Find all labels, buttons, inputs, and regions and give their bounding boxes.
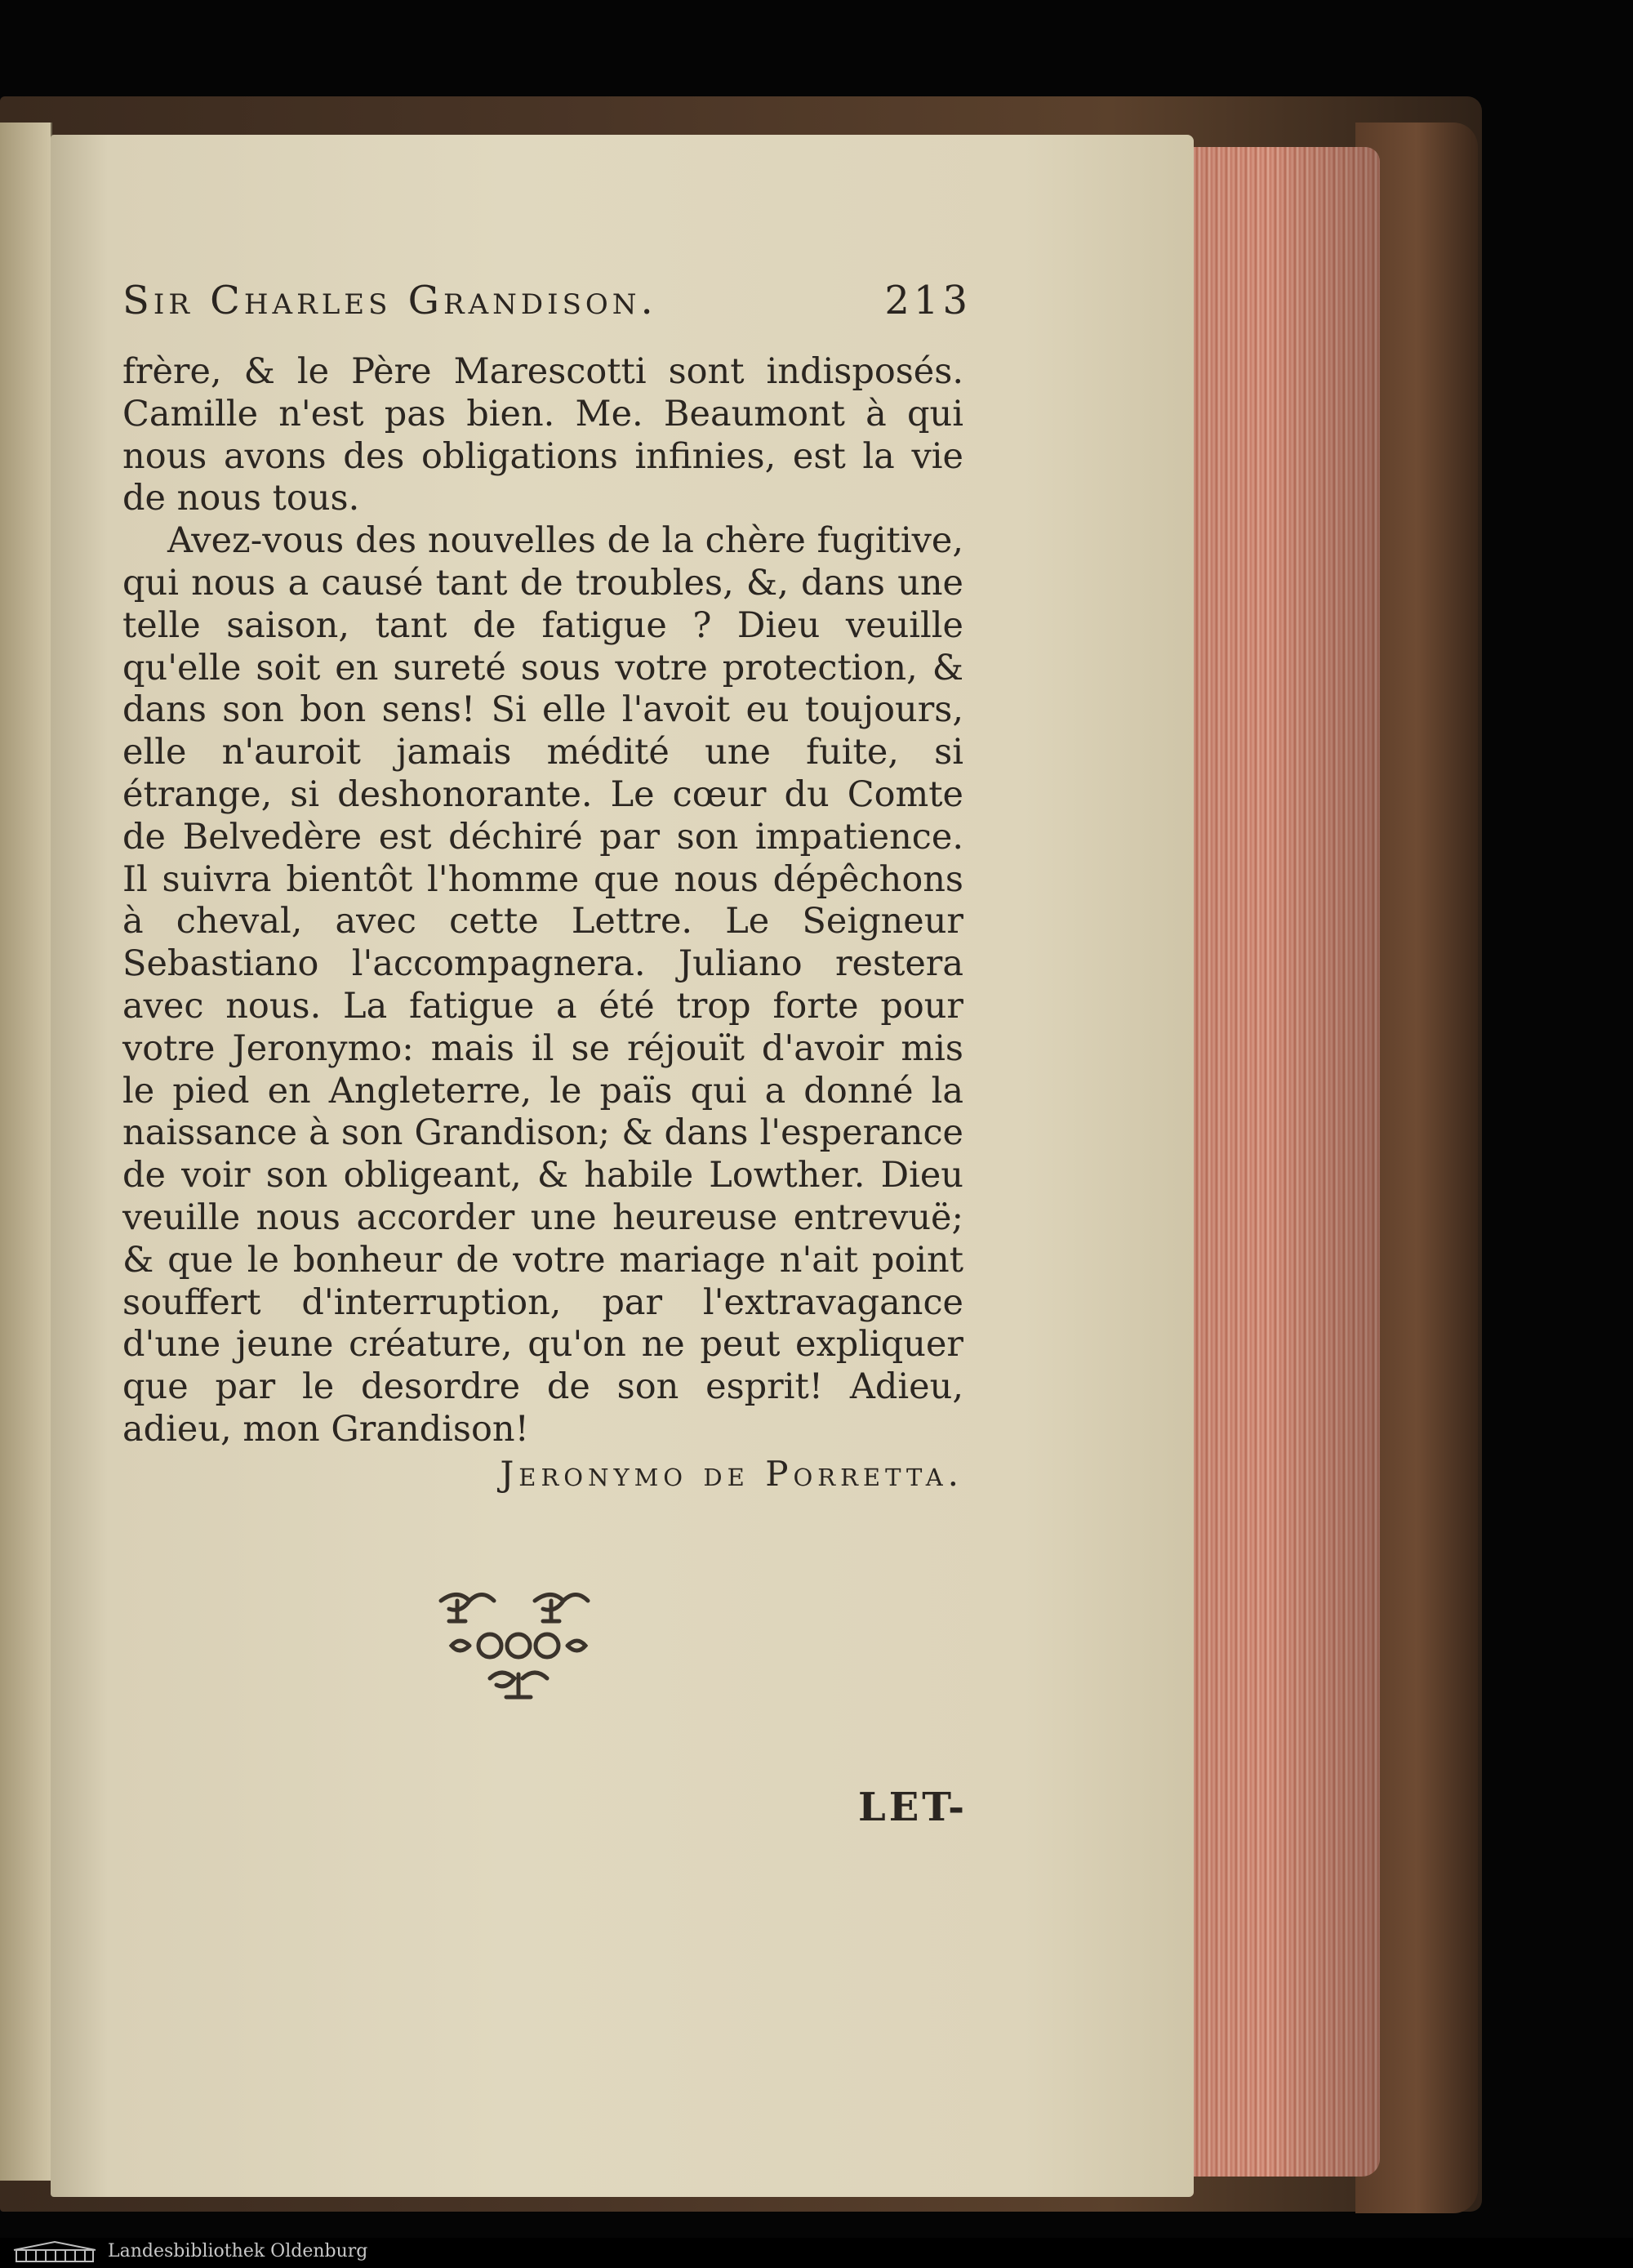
page-block-edges [1192, 147, 1380, 2177]
letter-signature: Jeronymo de Porretta. [500, 1454, 963, 1494]
facing-page-edge [0, 123, 52, 2181]
library-building-icon [10, 2240, 100, 2268]
paragraph-continuation: frère, & le Père Marescotti sont indisposés. Camille n'est pas bien. Me. Beaumont à qui nous avons des obligations infinies, est la vie de nous tous. [122, 351, 963, 519]
page-number: 213 [884, 278, 972, 323]
catchword: LET- [857, 1785, 968, 1830]
body-text [122, 351, 963, 1451]
running-head [122, 278, 972, 323]
running-head-title: Sir Charles Grandison. [122, 278, 657, 323]
printer-ornament-icon [425, 1584, 612, 1710]
footer-institution: Landesbibliothek Oldenburg [108, 2241, 368, 2261]
paragraph: Avez-vous des nouvelles de la chère fugitive, qui nous a causé tant de troubles, &, dans une telle saison, tant de fatigue ? Dieu veuille qu'elle soit en sureté sous votre protection, & dans son bon sens! Si elle l'avoit eu toujours, elle n'auroit jamais médité une fuite, si étrange, si deshonorante. Le cœur du Comte de Belvedère est déchiré par son impatience. Il suivra bientôt l'homme que nous dépêchons à cheval, avec cette Lettre. Le Seigneur Sebastiano l'accompagnera. Juliano restera avec nous. La fatigue a été trop forte pour votre Jeronymo: mais il se réjouït d'avoir mis le pied en Angleterre, le païs qui a donné la naissance à son Grandison; & dans l'esperance de voir son obligeant, & habile Lowther. Dieu veuille nous accorder une heureuse entrevuë; & que le bonheur de votre mariage n'ait point souffert d'interruption, par l'extravagance d'une jeune créature, qu'on ne peut expliquer que par le desordre de son esprit! Adieu, adieu, mon Grandison! [122, 520, 963, 1450]
